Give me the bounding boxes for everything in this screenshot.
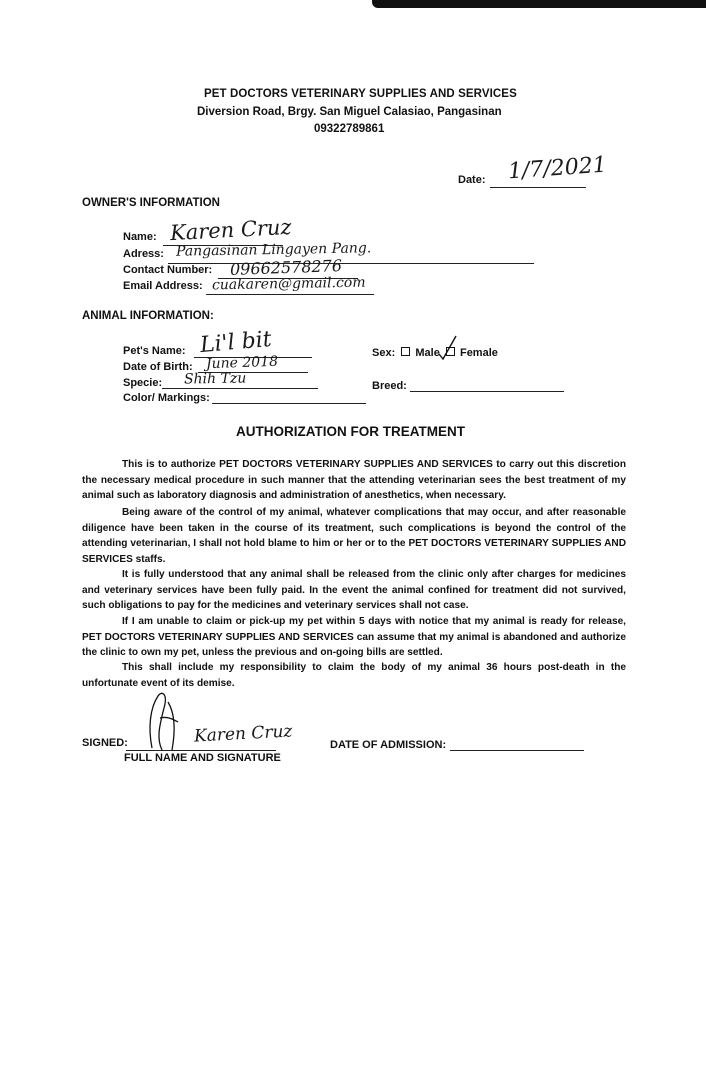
authorization-paragraph-4 — [82, 614, 626, 661]
authorization-title: AUTHORIZATION FOR TREATMENT — [236, 424, 465, 439]
species-label: Specie: — [123, 377, 163, 389]
breed-line — [410, 391, 564, 392]
sex-label-text: Sex: — [372, 347, 396, 359]
signature-line — [126, 750, 276, 751]
species-value: Shih Tzu — [183, 370, 247, 388]
authorization-paragraph-3 — [82, 567, 626, 614]
signature-scribble — [140, 688, 190, 756]
owner-heading: OWNER'S INFORMATION — [82, 197, 220, 209]
male-option-label: Male — [415, 347, 440, 359]
date-label: Date: — [458, 174, 486, 186]
pet-name-label: Pet's Name: — [123, 345, 186, 357]
animal-heading: ANIMAL INFORMATION: — [82, 310, 214, 322]
paragraph-3-text: It is fully understood that any animal shall be released from the clinic only after charges for medicines and veterinary services have been fully paid. In the event the animal confined for treatment did not survived, such obligations to pay for the medicines and veterinary services shall not case. — [82, 569, 626, 612]
owner-email-line — [206, 294, 374, 295]
species-line — [162, 388, 318, 389]
business-name: PET DOCTORS VETERINARY SUPPLIES AND SERVICES — [204, 88, 517, 100]
paragraph-1-text: This is to authorize PET DOCTORS VETERINARY SUPPLIES AND SERVICES to carry out this discretion the necessary medical procedure in such manner that the attending veterinarian sees the best treatment of my animal such as laboratory diagnosis and administration of anesthetics, when necessary. — [82, 459, 626, 502]
date-of-admission-line — [450, 750, 584, 751]
full-name-signature-label: FULL NAME AND SIGNATURE — [124, 752, 281, 764]
date-of-admission-label: DATE OF ADMISSION: — [330, 739, 447, 751]
authorization-paragraph-2 — [82, 505, 626, 567]
sex-label — [372, 347, 498, 359]
business-address: Diversion Road, Brgy. San Miguel Calasiao, Pangasinan — [197, 106, 502, 118]
owner-contact-label: Contact Number: — [123, 264, 213, 276]
authorization-paragraph-1 — [82, 457, 626, 504]
date-line — [490, 187, 586, 188]
paragraph-4-text: If I am unable to claim or pick-up my pet within 5 days with notice that my animal is ready for release, PET DOCTORS VETERINARY SUPPLIES AND SERVICES can assume that my animal is abandoned and authorize the clinic to own my pet, unless the previous and on-going bills are settled. — [82, 616, 626, 659]
color-markings-line — [212, 403, 366, 404]
business-phone: 09322789861 — [314, 123, 385, 135]
signature-name-value: Karen Cruz — [193, 721, 293, 747]
male-checkbox[interactable] — [401, 347, 410, 356]
date-value: 1/7/2021 — [507, 152, 608, 185]
dob-label: Date of Birth: — [123, 361, 193, 373]
paragraph-2-text: Being aware of the control of my animal, whatever complications that may occur, and after reasonable diligence have been taken in the course of its treatment, such complications is beyond the control of the attending veterinarian, I shall not hold blame to him or her or to the PET DOCTORS VETERINARY SUPPLIES AND SERVICES staffs. — [82, 507, 626, 565]
owner-name-value: Karen Cruz — [169, 214, 293, 246]
pet-name-value: Li'l bit — [199, 326, 273, 359]
signed-label: SIGNED: — [82, 737, 128, 749]
paragraph-5-text: This shall include my responsibility to claim the body of my animal 36 hours post-death in the unfortunate event of its demise. — [82, 662, 626, 689]
color-markings-label: Color/ Markings: — [123, 392, 210, 404]
owner-address-label: Adress: — [123, 248, 164, 260]
owner-contact-value: 09662578276 — [229, 256, 343, 279]
owner-email-value: cuakaren@gmail.com — [211, 274, 366, 294]
owner-name-label: Name: — [123, 231, 157, 243]
authorization-paragraph-5 — [82, 660, 626, 691]
breed-label: Breed: — [372, 380, 407, 392]
scan-edge-shadow — [372, 0, 706, 8]
owner-email-label: Email Address: — [123, 280, 203, 292]
dob-value: June 2018 — [205, 353, 279, 373]
female-check-mark — [436, 334, 458, 362]
owner-address-value: Pangasinan Lingayen Pang. — [175, 240, 372, 260]
owner-address-line — [168, 263, 534, 264]
female-option-label: Female — [459, 347, 498, 359]
